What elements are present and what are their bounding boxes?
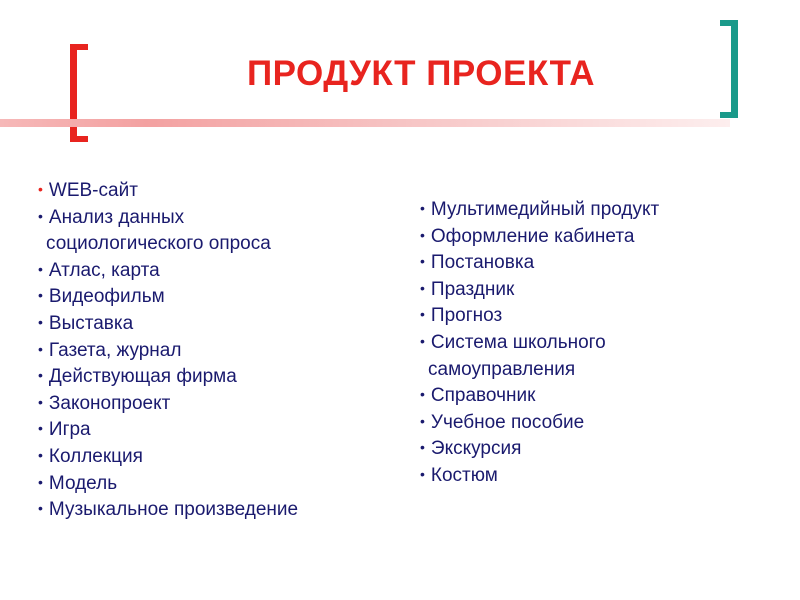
list-item: • Атлас, карта <box>38 259 160 281</box>
bullet-icon: • <box>38 340 43 357</box>
title-underline <box>0 119 730 127</box>
list-item: • Законопроект <box>38 392 171 414</box>
list-item: • Анализ данных <box>38 206 185 228</box>
bullet-icon: • <box>420 226 425 243</box>
page-title: ПРОДУКТ ПРОЕКТА <box>246 54 596 93</box>
list-item-continuation: самоуправления <box>428 358 576 380</box>
list-item: • Действующая фирма <box>38 366 237 388</box>
bullet-icon: • <box>420 332 425 349</box>
bullet-icon: • <box>420 253 425 270</box>
bullet-icon: • <box>420 439 425 456</box>
bullet-icon: • <box>38 420 43 437</box>
list-item: • Выставка <box>38 312 134 334</box>
bullet-icon: • <box>38 473 43 490</box>
list-item: • Справочник <box>420 385 536 407</box>
bullet-icon: • <box>420 200 425 216</box>
bullet-icon: • <box>38 181 43 197</box>
list-item: • Костюм <box>420 464 498 486</box>
list-item: • Мультимедийный продукт <box>420 199 660 220</box>
bullet-icon: • <box>38 207 43 224</box>
list-item: • Газета, журнал <box>38 339 182 361</box>
bullet-icon: • <box>38 367 43 384</box>
list-item: • Система школьного <box>420 331 606 353</box>
list-item-continuation: социологического опроса <box>46 233 271 255</box>
bullet-icon: • <box>38 260 43 277</box>
bullet-icon: • <box>420 279 425 296</box>
list-item: • Праздник <box>420 278 515 300</box>
list-item: • Музыкальное произведение <box>38 499 299 521</box>
bullet-icon: • <box>38 393 43 410</box>
list-item: • Учебное пособие <box>420 411 585 433</box>
bullet-icon: • <box>38 287 43 304</box>
list-item: • Коллекция <box>38 445 143 467</box>
list-item: • Постановка <box>420 252 535 274</box>
bullet-icon: • <box>420 412 425 429</box>
bullet-icon: • <box>420 386 425 403</box>
left-product-list <box>38 178 398 524</box>
bullet-icon: • <box>38 500 43 517</box>
list-item: • Экскурсия <box>420 438 522 460</box>
list-item: • Оформление кабинета <box>420 225 635 247</box>
right-product-list <box>420 197 780 490</box>
list-item: • Видеофильм <box>38 286 165 308</box>
bullet-icon: • <box>420 306 425 323</box>
bullet-icon: • <box>420 465 425 482</box>
bullet-icon: • <box>38 313 43 330</box>
list-item: • Модель <box>38 472 118 494</box>
list-item: • Игра <box>38 419 91 441</box>
bullet-icon: • <box>38 446 43 463</box>
list-item: • WEB-сайт <box>38 180 138 201</box>
list-item: • Прогноз <box>420 305 503 327</box>
